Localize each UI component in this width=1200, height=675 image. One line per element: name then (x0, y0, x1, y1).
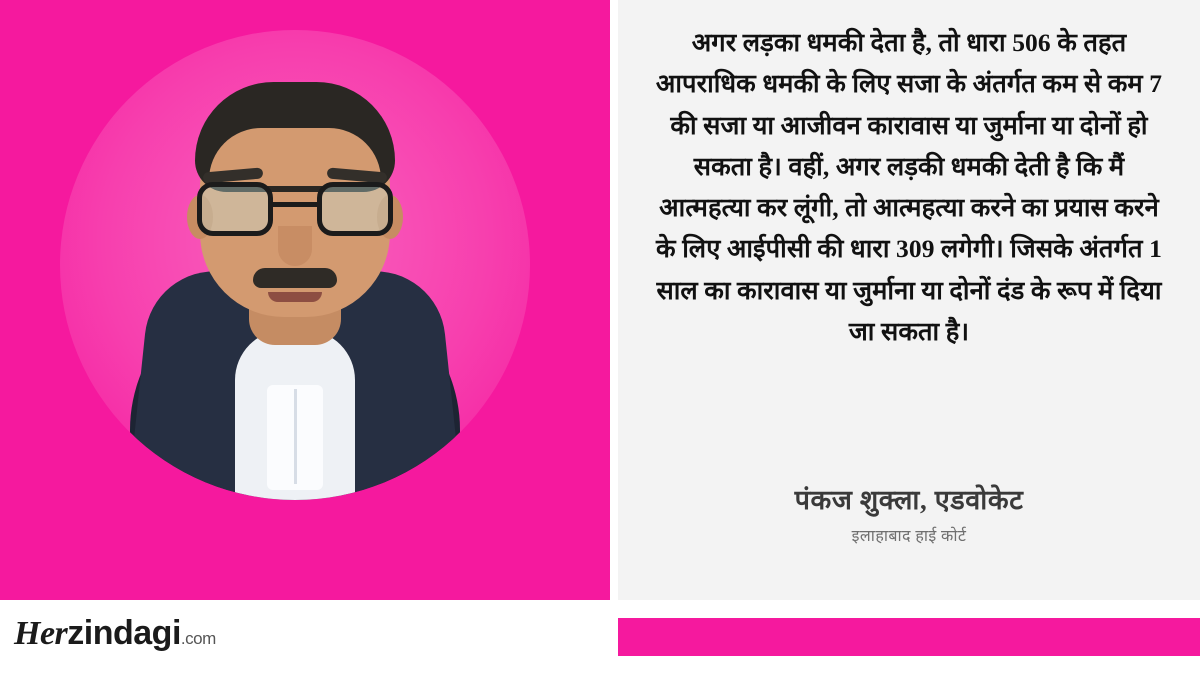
footer-accent-bar (618, 618, 1200, 656)
lens-right (317, 182, 393, 236)
logo-her: Her (14, 615, 68, 652)
nose-shape (278, 226, 312, 266)
advocate-bands (267, 385, 323, 490)
portrait-panel (0, 0, 610, 600)
attribution-name: पंकज शुक्ला, एडवोकेट (794, 485, 1024, 515)
logo-dotcom: .com (180, 629, 216, 648)
mouth-shape (268, 292, 322, 302)
glasses-bridge (273, 202, 317, 207)
advocate-portrait (60, 30, 530, 500)
brand-logo (14, 614, 216, 653)
mustache-shape (253, 268, 337, 288)
attribution (618, 480, 1200, 546)
logo-zindagi: zindagi (67, 614, 181, 652)
quote-text: अगर लड़का धमकी देता है, तो धारा 506 के तहत आपराधिक धमकी के लिए सजा के अंतर्गत कम से कम 7 की सजा या आजीवन कारावास या जुर्माना या दोनों हो सकता है। वहीं, अगर लड़की धमकी देती है कि मैं आत्महत्या कर लूंगी, तो आत्महत्या करने का प्रयास करने के लिए आईपीसी की धारा 309 लगेगी। जिसके अंतर्गत 1 साल का कारावास या जुर्माना या दोनों दंड के रूप में दिया जा सकता है। (655, 28, 1163, 347)
attribution-role: इलाहाबाद हाई कोर्ट (851, 528, 967, 545)
quote-panel (618, 0, 1200, 600)
lens-left (197, 182, 273, 236)
